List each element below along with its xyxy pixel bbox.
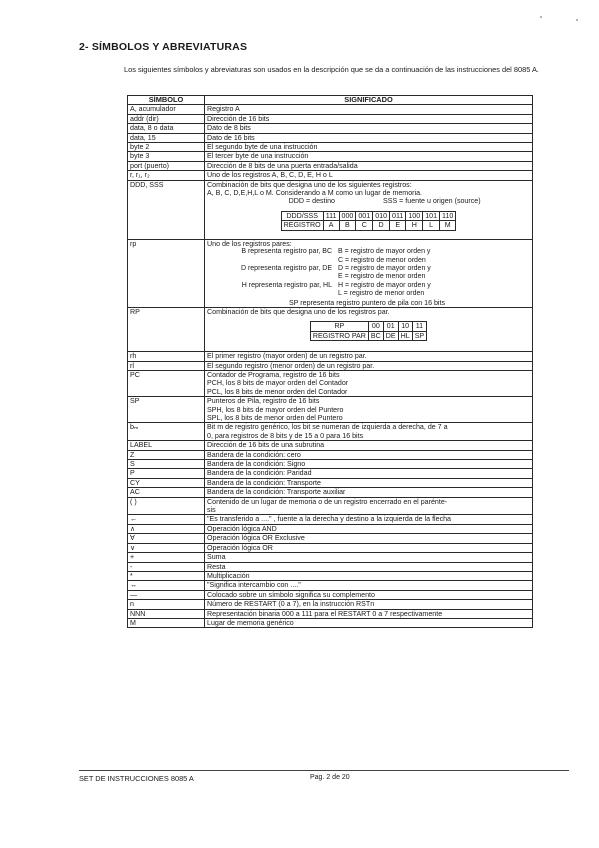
- meaning-cell: [205, 562, 533, 571]
- meaning-line: Resta: [207, 562, 226, 571]
- meaning-line: El tercer byte de una instrucción: [207, 152, 309, 161]
- scan-speck: [540, 16, 542, 18]
- symbol-cell: ∀: [128, 534, 205, 543]
- rp-register-grid: [310, 321, 427, 341]
- symbol-cell: data, 15: [128, 133, 205, 142]
- symbol-cell: r, r₁, r₂: [128, 171, 205, 180]
- intro-paragraph: Los siguientes símbolos y abreviaturas son usados en la descripción que se da a continuación de las instrucciones del 8085 A.: [124, 65, 539, 74]
- ddd-legend: [207, 197, 530, 205]
- meaning-cell: [205, 600, 533, 609]
- meaning-line: Dirección de 8 bits de una puerta entrada/salida: [207, 161, 358, 170]
- meaning-line: El primer registro (mayor orden) de un registro par.: [207, 352, 367, 361]
- table-row: [128, 534, 533, 543]
- table-row: [128, 562, 533, 571]
- ddd-grid-cell: E: [390, 221, 406, 230]
- rp-grid-cell: HL: [398, 331, 412, 340]
- meaning-line: Punteros de Pila, registro de 16 bits: [207, 397, 320, 406]
- ddd-grid-cell: DDD/SSS: [281, 211, 323, 220]
- rp-pair-left: H representa registro par, HL: [241, 281, 332, 289]
- rp-pair-line: [207, 273, 530, 281]
- rp-pair-left: B representa registro par, BC: [241, 248, 332, 256]
- symbol-cell: addr (dir): [128, 114, 205, 123]
- ddd-grid-reg: [281, 221, 456, 230]
- ddd-grid-cell: C: [356, 221, 373, 230]
- table-row: [128, 600, 533, 609]
- symbol-cell: rp: [128, 239, 205, 307]
- symbol-cell: n: [128, 600, 205, 609]
- meaning-cell: [205, 114, 533, 123]
- meaning-line: Lugar de memoria genérico: [207, 618, 294, 627]
- symbol-cell: ( ): [128, 497, 205, 515]
- meaning-line: 0, para registros de 8 bits y de 15 a 0 para 16 bits: [207, 431, 364, 440]
- header-symbol: SÍMBOLO: [128, 96, 205, 105]
- meaning-cell: [205, 609, 533, 618]
- ddd-grid-cell: 111: [323, 211, 339, 220]
- rp-grid-cell: BC: [368, 331, 383, 340]
- symbol-cell: bₘ: [128, 423, 205, 441]
- section-title: 2- SÍMBOLOS Y ABREVIATURAS: [79, 41, 248, 53]
- meaning-cell: [205, 553, 533, 562]
- table-row: [128, 581, 533, 590]
- table-row: [128, 143, 533, 152]
- page-number: Pag. 2 de 20: [310, 774, 350, 781]
- rp-title: Uno de los registros pares:: [207, 239, 292, 248]
- rp-grid-cell: 10: [398, 322, 412, 331]
- meaning-line: sis: [207, 506, 216, 515]
- table-row: [128, 361, 533, 370]
- meaning-cell: [205, 152, 533, 161]
- rp-grid-reg: [310, 331, 426, 340]
- table-row: [128, 460, 533, 469]
- meaning-cell: [205, 524, 533, 533]
- ddd-grid-head: [281, 211, 456, 220]
- ddd-grid-cell: L: [423, 221, 440, 230]
- symbol-cell: CY: [128, 478, 205, 487]
- symbol-cell: byte 3: [128, 152, 205, 161]
- meaning-cell: [205, 361, 533, 370]
- symbol-cell: NNN: [128, 609, 205, 618]
- table-row: [128, 478, 533, 487]
- table-row: [128, 450, 533, 459]
- table-row: [128, 497, 533, 515]
- rp-pair-line: [207, 248, 530, 256]
- symbol-cell: —: [128, 590, 205, 599]
- header-meaning: SIGNIFICADO: [205, 96, 533, 105]
- meaning-line: Uno de los registros A, B, C, D, E, H o L: [207, 171, 333, 180]
- symbol-cell: Z: [128, 450, 205, 459]
- scan-speck: [576, 19, 578, 21]
- ddd-grid-cell: 000: [339, 211, 356, 220]
- meaning-cell: [205, 307, 533, 351]
- ddd-grid-cell: B: [339, 221, 356, 230]
- meaning-cell: [205, 618, 533, 627]
- meaning-line: Bandera de la condición: Transporte: [207, 478, 321, 487]
- ddd-desc-line: A, B, C, D,E,H,L o M. Considerando a M como un lugar de memoria.: [207, 189, 423, 198]
- table-row: [128, 469, 533, 478]
- meaning-line: Dato de 16 bits: [207, 133, 255, 142]
- table-row: [128, 618, 533, 627]
- table-row: [128, 105, 533, 114]
- table-row: [128, 423, 533, 441]
- symbol-cell: -: [128, 562, 205, 571]
- rp-pair-line: [207, 257, 530, 265]
- rp-grid-cell: 00: [368, 322, 383, 331]
- rp-pair-line: [207, 290, 530, 298]
- meaning-line: PCH, los 8 bits de mayor orden del Contador: [207, 379, 349, 388]
- table-row: [128, 352, 533, 361]
- symbol-cell: rh: [128, 352, 205, 361]
- meaning-cell: [205, 460, 533, 469]
- symbol-cell: LABEL: [128, 441, 205, 450]
- meaning-line: Dato de 8 bits: [207, 124, 251, 133]
- footer-title: SET DE INSTRUCCIONES 8085 A: [79, 774, 194, 783]
- symbol-cell: S: [128, 460, 205, 469]
- symbol-cell: data, 8 o data: [128, 124, 205, 133]
- rp-pair-left: [207, 273, 338, 281]
- rp-pair-right: L = registro de menor orden: [338, 290, 425, 298]
- rp-grid-cell: DE: [383, 331, 398, 340]
- meaning-line: Registro A: [207, 105, 240, 114]
- ddd-grid-cell: D: [373, 221, 390, 230]
- ddd-dest: DDD = destino: [288, 197, 335, 206]
- ddd-register-grid: [281, 211, 457, 231]
- symbol-cell: AC: [128, 488, 205, 497]
- ddd-grid-cell: 001: [356, 211, 373, 220]
- meaning-cell: [205, 515, 533, 524]
- symbol-cell: ∧: [128, 524, 205, 533]
- rp-pair-left: [207, 257, 338, 265]
- table-row: [128, 543, 533, 552]
- table-row-RP: [128, 307, 533, 351]
- rp-grid-cell: RP: [310, 322, 368, 331]
- rp-pair-line: [207, 282, 530, 290]
- meaning-line: "Significa intercambio con ....": [207, 581, 301, 590]
- meaning-cell: [205, 423, 533, 441]
- symbol-cell: ∨: [128, 543, 205, 552]
- meaning-line: Bit m de registro genérico, los bit se numeran de izquierda a derecha, de 7 a: [207, 423, 448, 432]
- rp-pair-right: H = registro de mayor orden y: [338, 281, 431, 289]
- ddd-grid-cell: REGISTRO: [281, 221, 323, 230]
- rp-pair-left: D representa registro par, DE: [240, 264, 332, 272]
- meaning-line: "Es transferido a ...." , fuente a la derecha y destino a la izquierda de la flecha: [207, 515, 452, 524]
- meaning-line: Operación lógica AND: [207, 524, 277, 533]
- ddd-grid-cell: A: [323, 221, 339, 230]
- meaning-cell: [205, 441, 533, 450]
- table-row: [128, 114, 533, 123]
- table-row: [128, 133, 533, 142]
- rp-pair-right: C = registro de menor orden: [338, 256, 426, 264]
- rp-pair-right: D = registro de mayor orden y: [338, 264, 431, 272]
- meaning-cell: [205, 352, 533, 361]
- meaning-line: Multiplicación: [207, 571, 250, 580]
- rp-pair-left: [207, 290, 338, 298]
- meaning-line: El segundo registro (menor orden) de un registro par.: [207, 361, 375, 370]
- RP-desc: Combinación de bits que designa uno de los registros par.: [207, 307, 390, 316]
- meaning-cell: [205, 161, 533, 170]
- symbols-table: [127, 95, 533, 628]
- meaning-line: Número de RESTART (0 a 7), en la instrucción RSTn: [207, 600, 375, 609]
- meaning-cell: [205, 171, 533, 180]
- meaning-line: Bandera de la condición: Signo: [207, 460, 306, 469]
- symbol-cell: RP: [128, 307, 205, 351]
- table-row: [128, 124, 533, 133]
- rp-grid-head: [310, 322, 426, 331]
- rp-grid-cell: 11: [412, 322, 426, 331]
- table-row: [128, 161, 533, 170]
- ddd-grid-cell: 100: [406, 211, 423, 220]
- symbol-cell: rl: [128, 361, 205, 370]
- meaning-cell: [205, 180, 533, 239]
- ddd-grid-cell: H: [406, 221, 423, 230]
- meaning-cell: [205, 397, 533, 423]
- table-row: [128, 370, 533, 396]
- meaning-line: Dirección de 16 bits: [207, 114, 270, 123]
- table-row: [128, 515, 533, 524]
- meaning-line: Operación lógica OR: [207, 543, 273, 552]
- ddd-grid-cell: M: [440, 221, 456, 230]
- meaning-cell: [205, 488, 533, 497]
- meaning-cell: [205, 124, 533, 133]
- ddd-grid-cell: 110: [440, 211, 456, 220]
- symbol-cell: byte 2: [128, 143, 205, 152]
- table-row: [128, 152, 533, 161]
- rp-grid-cell: SP: [412, 331, 426, 340]
- sss-src: SSS = fuente u origen (source): [383, 197, 481, 206]
- table-row-rp: [128, 239, 533, 307]
- rp-pair-right: E = registro de menor orden: [338, 273, 426, 281]
- meaning-line: PCL, los 8 bits de menor orden del Contador: [207, 387, 348, 396]
- meaning-cell: [205, 534, 533, 543]
- table-row: [128, 609, 533, 618]
- ddd-grid-cell: 101: [423, 211, 440, 220]
- ddd-grid-cell: 010: [373, 211, 390, 220]
- meaning-cell: [205, 143, 533, 152]
- meaning-line: Bandera de la condición: Transporte auxiliar: [207, 488, 346, 497]
- ddd-grid-cell: 011: [390, 211, 406, 220]
- table-header-row: [128, 96, 533, 105]
- meaning-cell: [205, 450, 533, 459]
- meaning-line: Operación lógica OR Exclusive: [207, 534, 305, 543]
- meaning-cell: [205, 469, 533, 478]
- symbol-cell: ↔: [128, 581, 205, 590]
- footer-rule: [79, 770, 569, 771]
- meaning-cell: [205, 478, 533, 487]
- meaning-line: Representación binaria 000 a 111 para el RESTART 0 a 7 respectivamente: [207, 609, 443, 618]
- symbol-cell: A, acumulador: [128, 105, 205, 114]
- meaning-line: SPL, los 8 bits de menor orden del Puntero: [207, 414, 343, 422]
- meaning-line: Bandera de la condición: cero: [207, 450, 301, 459]
- symbol-cell: +: [128, 553, 205, 562]
- symbol-cell: M: [128, 618, 205, 627]
- symbol-cell: port (puerto): [128, 161, 205, 170]
- table-row-ddd: [128, 180, 533, 239]
- meaning-line: Bandera de la condición: Paridad: [207, 469, 312, 478]
- symbol-cell: *: [128, 571, 205, 580]
- rp-sp: SP representa registro puntero de pila con 16 bits: [289, 298, 446, 307]
- meaning-cell: [205, 133, 533, 142]
- meaning-cell: [205, 497, 533, 515]
- meaning-line: Contenido de un lugar de memoria o de un registro encerrado en el parénte-: [207, 497, 448, 506]
- meaning-line: Contador de Programa, registro de 16 bits: [207, 370, 340, 379]
- rp-grid-cell: REGISTRO PAR: [310, 331, 368, 340]
- table-row: [128, 553, 533, 562]
- meaning-line: Suma: [207, 553, 226, 562]
- rp-pair-right: B = registro de mayor orden y: [338, 248, 431, 256]
- rp-grid-cell: 01: [383, 322, 398, 331]
- meaning-line: El segundo byte de una instrucción: [207, 143, 318, 152]
- meaning-cell: [205, 370, 533, 396]
- symbol-cell: P: [128, 469, 205, 478]
- symbol-cell: SP: [128, 397, 205, 423]
- meaning-cell: [205, 581, 533, 590]
- meaning-line: SPH, los 8 bits de mayor orden del Puntero: [207, 405, 344, 414]
- table-row: [128, 524, 533, 533]
- table-row: [128, 590, 533, 599]
- table-row: [128, 441, 533, 450]
- table-row: [128, 171, 533, 180]
- meaning-cell: [205, 590, 533, 599]
- meaning-cell: [205, 105, 533, 114]
- table-row: [128, 488, 533, 497]
- symbol-cell: PC: [128, 370, 205, 396]
- symbol-cell: DDD, SSS: [128, 180, 205, 239]
- rp-pair-line: [207, 265, 530, 273]
- symbol-cell: ←: [128, 515, 205, 524]
- meaning-line: Dirección de 16 bits de una subrutina: [207, 441, 325, 450]
- table-row: [128, 571, 533, 580]
- rp-pairs: [207, 248, 530, 298]
- ddd-desc-line: Combinación de bits que designa uno de los siguientes registros:: [207, 180, 412, 189]
- meaning-cell: [205, 239, 533, 307]
- table-row: [128, 397, 533, 423]
- meaning-cell: [205, 571, 533, 580]
- meaning-cell: [205, 543, 533, 552]
- meaning-line: Colocado sobre un símbolo significa su complemento: [207, 590, 375, 599]
